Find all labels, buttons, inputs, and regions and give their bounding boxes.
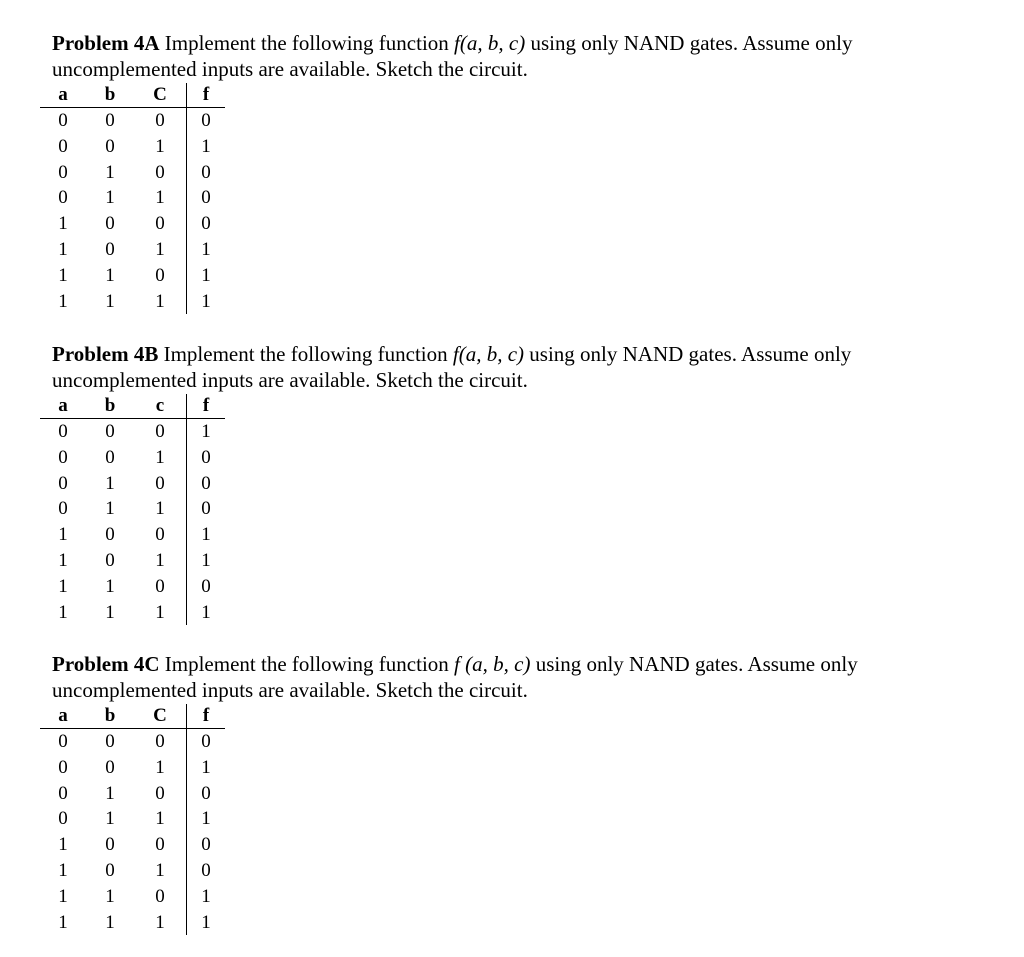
truth-table-row <box>40 858 225 884</box>
cell-c: 0 <box>155 731 165 752</box>
cell-c: 0 <box>155 782 165 804</box>
cell-b: 1 <box>105 472 115 494</box>
cell-f: 0 <box>187 160 226 186</box>
cell-f: 1 <box>187 806 226 832</box>
cell-f: 0 <box>187 496 226 522</box>
cell-f: 0 <box>187 108 226 134</box>
cell-b: 1 <box>105 575 115 597</box>
header-a: a <box>40 394 86 419</box>
truth-table-row <box>40 419 225 445</box>
cell-c: 1 <box>155 290 165 312</box>
cell-b: 0 <box>105 213 115 235</box>
cell-b: 0 <box>105 731 115 752</box>
cell-f: 1 <box>187 910 226 936</box>
cell-f: 1 <box>187 419 226 445</box>
cell-a: 0 <box>58 498 68 520</box>
truth-table <box>40 704 225 935</box>
cell-c: 1 <box>155 135 165 157</box>
cell-a: 0 <box>58 161 68 183</box>
cell-b: 0 <box>105 756 115 778</box>
truth-table-row <box>40 160 225 186</box>
cell-b: 0 <box>105 421 115 442</box>
problem-statement <box>52 341 972 393</box>
cell-b: 0 <box>105 110 115 131</box>
cell-c: 1 <box>155 808 165 830</box>
cell-f: 0 <box>187 471 226 497</box>
cell-b: 1 <box>105 885 115 907</box>
truth-table-header <box>40 704 225 729</box>
truth-table-row <box>40 496 225 522</box>
cell-b: 0 <box>105 135 115 157</box>
cell-f: 1 <box>187 289 226 315</box>
truth-table-row <box>40 211 225 237</box>
truth-table-row <box>40 832 225 858</box>
truth-table-row <box>40 134 225 160</box>
cell-c: 0 <box>155 834 165 856</box>
problem-4b <box>52 341 972 623</box>
cell-b: 0 <box>105 859 115 881</box>
cell-b: 1 <box>105 187 115 209</box>
cell-b: 1 <box>105 911 115 933</box>
cell-b: 1 <box>105 161 115 183</box>
problem-4a <box>52 30 972 312</box>
cell-c: 0 <box>155 264 165 286</box>
truth-table-body <box>40 729 225 936</box>
cell-a: 0 <box>58 756 68 778</box>
header-c: C <box>134 83 187 108</box>
truth-table-body <box>40 419 225 626</box>
cell-a: 1 <box>58 911 68 933</box>
header-b: b <box>86 394 134 419</box>
cell-c: 0 <box>155 524 165 546</box>
cell-b: 0 <box>105 446 115 468</box>
truth-table-row <box>40 600 225 626</box>
header-f: f <box>187 704 226 729</box>
cell-f: 1 <box>187 237 226 263</box>
truth-table <box>40 83 225 314</box>
statement-text-cont: using only NAND gates. Assume only <box>525 31 853 55</box>
cell-a: 0 <box>58 110 68 131</box>
truth-table-header <box>40 394 225 419</box>
cell-f: 0 <box>187 211 226 237</box>
cell-c: 0 <box>155 421 165 442</box>
function-name: f(a, b, c) <box>454 31 526 55</box>
cell-c: 1 <box>155 601 165 623</box>
truth-table-header <box>40 83 225 108</box>
truth-table-row <box>40 884 225 910</box>
problem-title: Problem 4A <box>52 31 160 55</box>
cell-f: 0 <box>187 574 226 600</box>
cell-f: 0 <box>187 832 226 858</box>
cell-b: 0 <box>105 524 115 546</box>
cell-f: 0 <box>187 445 226 471</box>
problem-statement <box>52 30 972 82</box>
cell-a: 1 <box>58 549 68 571</box>
cell-b: 1 <box>105 290 115 312</box>
cell-b: 1 <box>105 601 115 623</box>
truth-table-body <box>40 108 225 315</box>
cell-a: 0 <box>58 731 68 752</box>
cell-f: 1 <box>187 522 226 548</box>
truth-table-row <box>40 237 225 263</box>
truth-table-row <box>40 729 225 755</box>
cell-f: 0 <box>187 781 226 807</box>
cell-a: 1 <box>58 213 68 235</box>
statement-text-cont: using only NAND gates. Assume only <box>530 652 858 676</box>
header-f: f <box>187 83 226 108</box>
cell-c: 1 <box>155 911 165 933</box>
header-a: a <box>40 704 86 729</box>
cell-a: 0 <box>58 472 68 494</box>
statement-line-2: uncomplemented inputs are available. Sketch the circuit. <box>52 368 528 392</box>
cell-a: 0 <box>58 187 68 209</box>
truth-table-row <box>40 574 225 600</box>
cell-c: 0 <box>155 885 165 907</box>
cell-f: 1 <box>187 263 226 289</box>
cell-f: 1 <box>187 600 226 626</box>
function-name: f (a, b, c) <box>454 652 531 676</box>
cell-b: 1 <box>105 808 115 830</box>
truth-table-row <box>40 445 225 471</box>
cell-b: 0 <box>105 238 115 260</box>
cell-f: 1 <box>187 755 226 781</box>
cell-c: 1 <box>155 446 165 468</box>
statement-line-2: uncomplemented inputs are available. Sketch the circuit. <box>52 57 528 81</box>
statement-text-cont: using only NAND gates. Assume only <box>524 342 852 366</box>
cell-a: 1 <box>58 859 68 881</box>
cell-b: 0 <box>105 834 115 856</box>
cell-c: 0 <box>155 161 165 183</box>
cell-c: 1 <box>155 756 165 778</box>
cell-a: 1 <box>58 238 68 260</box>
cell-a: 1 <box>58 885 68 907</box>
cell-a: 0 <box>58 421 68 442</box>
truth-table <box>40 394 225 625</box>
problem-statement <box>52 651 972 703</box>
function-name: f(a, b, c) <box>452 342 525 366</box>
cell-b: 0 <box>105 549 115 571</box>
cell-f: 0 <box>187 858 226 884</box>
statement-text: Implement the following function <box>159 31 455 55</box>
problem-title: Problem 4B <box>52 342 159 366</box>
cell-c: 0 <box>155 213 165 235</box>
cell-c: 1 <box>155 187 165 209</box>
cell-f: 0 <box>187 729 226 755</box>
truth-table-row <box>40 548 225 574</box>
header-c: C <box>134 704 187 729</box>
cell-a: 1 <box>58 601 68 623</box>
cell-c: 1 <box>155 498 165 520</box>
cell-f: 1 <box>187 134 226 160</box>
truth-table-row <box>40 806 225 832</box>
cell-a: 0 <box>58 782 68 804</box>
cell-c: 0 <box>155 575 165 597</box>
statement-line-2: uncomplemented inputs are available. Sketch the circuit. <box>52 678 528 702</box>
cell-c: 1 <box>155 859 165 881</box>
statement-text: Implement the following function <box>159 652 455 676</box>
cell-b: 1 <box>105 264 115 286</box>
cell-b: 1 <box>105 782 115 804</box>
header-b: b <box>86 83 134 108</box>
cell-b: 1 <box>105 498 115 520</box>
truth-table-row <box>40 781 225 807</box>
truth-table-row <box>40 289 225 315</box>
problem-title: Problem 4C <box>52 652 160 676</box>
truth-table-row <box>40 471 225 497</box>
cell-a: 1 <box>58 524 68 546</box>
cell-a: 1 <box>58 575 68 597</box>
cell-f: 1 <box>187 884 226 910</box>
cell-a: 0 <box>58 808 68 830</box>
cell-c: 1 <box>155 549 165 571</box>
cell-c: 0 <box>155 110 165 131</box>
header-c: c <box>134 394 187 419</box>
truth-table-row <box>40 185 225 211</box>
problem-4c <box>52 651 972 933</box>
header-f: f <box>187 394 226 419</box>
cell-a: 1 <box>58 290 68 312</box>
cell-f: 0 <box>187 185 226 211</box>
truth-table-row <box>40 910 225 936</box>
cell-a: 0 <box>58 135 68 157</box>
truth-table-row <box>40 522 225 548</box>
truth-table-row <box>40 108 225 134</box>
truth-table-row <box>40 263 225 289</box>
truth-table-row <box>40 755 225 781</box>
cell-c: 0 <box>155 472 165 494</box>
cell-a: 1 <box>58 834 68 856</box>
cell-f: 1 <box>187 548 226 574</box>
header-a: a <box>40 83 86 108</box>
cell-a: 0 <box>58 446 68 468</box>
cell-a: 1 <box>58 264 68 286</box>
statement-text: Implement the following function <box>158 342 453 366</box>
header-b: b <box>86 704 134 729</box>
cell-c: 1 <box>155 238 165 260</box>
